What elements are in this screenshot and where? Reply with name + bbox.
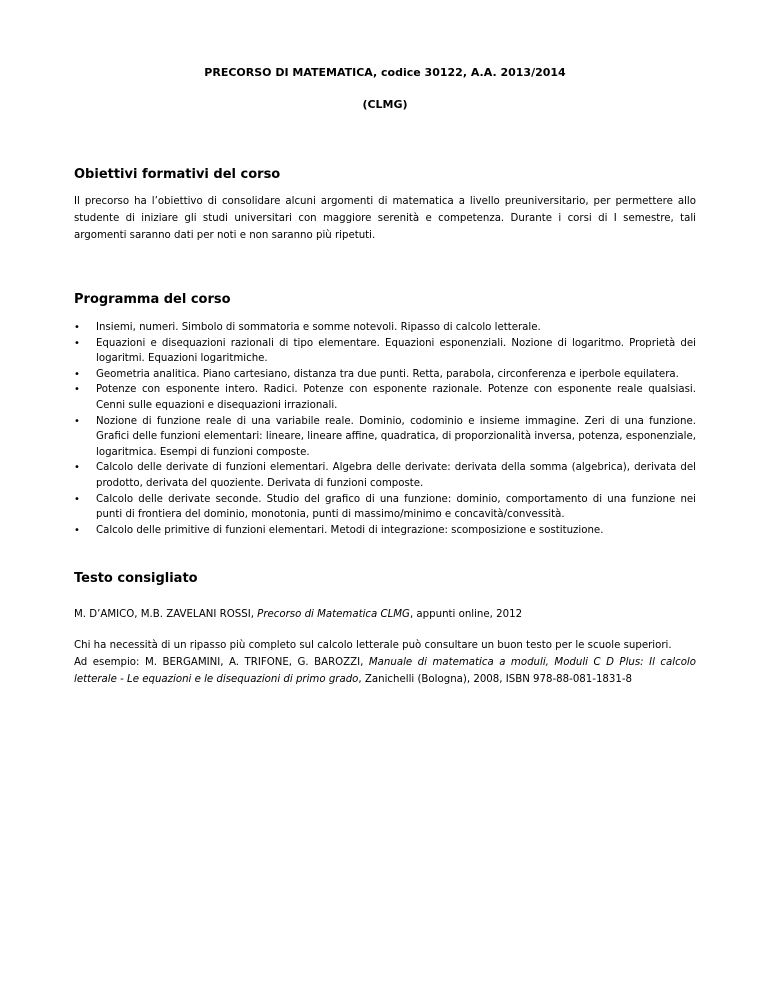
objectives-text: Il precorso ha l’obiettivo di consolidare alcuni argomenti di matematica a livello preuniversitario, per permettere allo studente di iniziare gli studi universitari con maggiore serenità e competenza. Durante i corsi di I semestre, tali argomenti saranno dati per noti e non saranno più ripetuti. [74, 196, 696, 241]
bullet-icon: • [74, 368, 80, 380]
program-item [74, 320, 696, 336]
bullet-icon: • [74, 493, 80, 505]
program-item [74, 523, 696, 539]
objectives-heading: Obiettivi formativi del corso [74, 167, 281, 182]
textbook-reference-2 [74, 637, 696, 688]
reference-details: , Zanichelli (Bologna), 2008, ISBN 978-88-081-1831-8 [358, 674, 633, 685]
bullet-icon: • [74, 462, 80, 474]
program-item-text: Equazioni e disequazioni razionali di tipo elementare. Equazioni esponenziali. Nozione di logaritmo. Proprietà dei logaritmi. Equazioni logaritmiche. [96, 337, 696, 365]
program-item-text: Calcolo delle primitive di funzioni elementari. Metodi di integrazione: scomposizione e sostituzione. [96, 524, 604, 536]
reference-authors: Ad esempio: M. BERGAMINI, A. TRIFONE, G. BAROZZI, [74, 657, 369, 668]
program-item-text: Insiemi, numeri. Simbolo di sommatoria e somme notevoli. Ripasso di calcolo letterale. [96, 322, 541, 333]
program-item [74, 492, 696, 523]
program-item [74, 336, 696, 367]
reference-title: Manuale di matematica a moduli, Moduli C D Plus: Il calcolo letterale - Le equazioni e le disequazioni di primo grado [74, 657, 696, 685]
program-item-text: Nozione di funzione reale di una variabile reale. Dominio, codominio e insieme immagine. Zeri di una funzione. Grafici delle funzioni elementari: lineare, lineare affine, quadratica, di proporzionalità inversa, potenza, esponenziale, logaritmica. Esempi di funzioni composte. [96, 415, 696, 458]
bullet-icon: • [74, 524, 80, 536]
textbook-reference-1 [74, 606, 696, 623]
program-list [74, 320, 696, 538]
bullet-icon: • [74, 337, 80, 349]
reference-details: , appunti online, 2012 [409, 609, 523, 620]
reference-title: Precorso di Matematica CLMG [257, 609, 410, 620]
bullet-icon: • [74, 384, 80, 396]
program-item-text: Calcolo delle derivate di funzioni elementari. Algebra delle derivate: derivata della somma (algebrica), derivata del prodotto, derivata del quoziente. Derivata di funzioni composte. [96, 462, 696, 489]
bullet-icon: • [74, 322, 80, 333]
document-subtitle: (CLMG) [362, 98, 408, 111]
program-item [74, 367, 696, 383]
reference-authors: M. D’AMICO, M.B. ZAVELANI ROSSI, [74, 609, 258, 620]
program-item [74, 382, 696, 413]
program-item-text: Calcolo delle derivate seconde. Studio del grafico di una funzione: dominio, comportamento di una funzione nei punti di frontiera del dominio, monotonia, punti di massimo/minimo e concavità/convessità. [96, 493, 696, 521]
program-item [74, 414, 696, 461]
program-item-text: Potenze con esponente intero. Radici. Potenze con esponente razionale. Potenze con esponente reale qualsiasi. Cenni sulle equazioni e disequazioni irrazionali. [96, 384, 696, 411]
bullet-icon: • [74, 415, 80, 427]
program-item-text: Geometria analitica. Piano cartesiano, distanza tra due punti. Retta, parabola, circonferenza e iperbole equilatera. [96, 368, 679, 380]
textbook-heading: Testo consigliato [74, 571, 198, 586]
program-heading: Programma del corso [74, 292, 231, 307]
program-item [74, 460, 696, 491]
reference-intro: Chi ha necessità di un ripasso più completo sul calcolo letterale può consultare un buon testo per le scuole superiori. [74, 640, 672, 651]
document-title: PRECORSO DI MATEMATICA, codice 30122, A.A. 2013/2014 [204, 66, 566, 79]
